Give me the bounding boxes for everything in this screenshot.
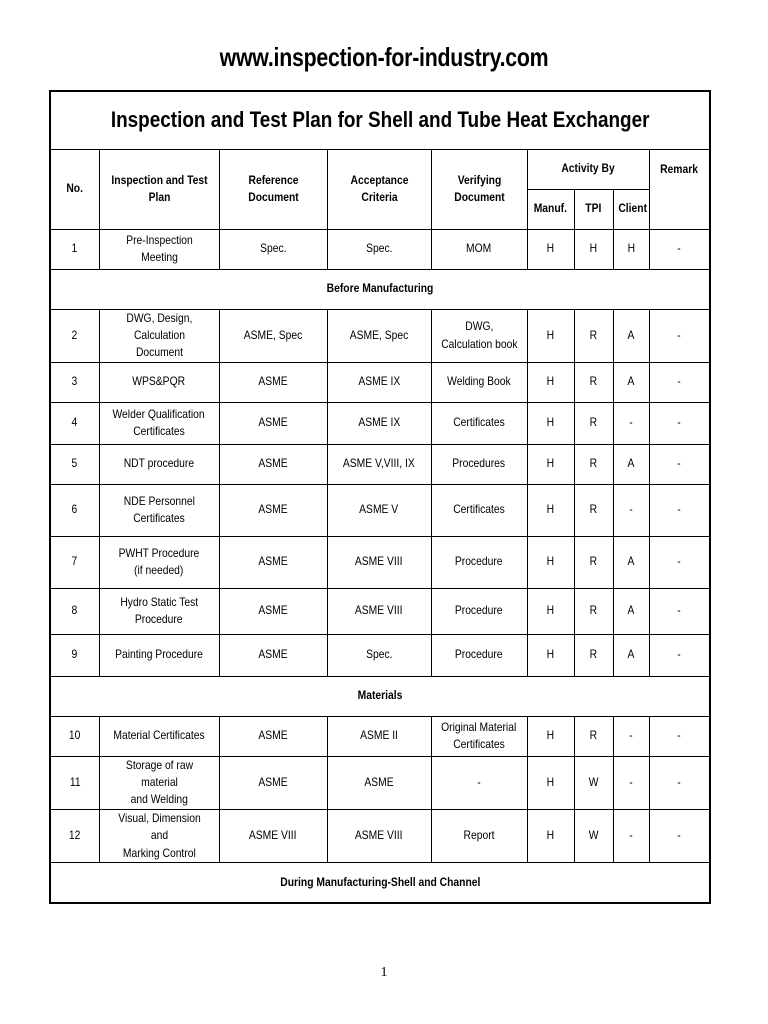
- cell-client: -: [613, 756, 649, 809]
- cell-plan-line: (if needed): [134, 563, 184, 578]
- table-row: [50, 309, 710, 362]
- col-header-no: No.: [50, 149, 99, 229]
- cell-tpi: R: [574, 588, 613, 634]
- cell-plan: [99, 809, 219, 862]
- table-row: [50, 484, 710, 536]
- cell-reference: ASME, Spec: [219, 309, 327, 362]
- section-title: Before Manufacturing: [50, 269, 710, 309]
- cell-client: H: [613, 229, 649, 269]
- cell-no: 10: [50, 716, 99, 756]
- cell-no: 2: [50, 309, 99, 362]
- cell-remark: -: [649, 536, 710, 588]
- cell-plan: [99, 716, 219, 756]
- table-row: [50, 716, 710, 756]
- cell-plan: [99, 444, 219, 484]
- cell-reference: ASME: [219, 716, 327, 756]
- cell-client: -: [613, 809, 649, 862]
- cell-reference: ASME: [219, 444, 327, 484]
- col-header-acceptance: Acceptance Criteria: [327, 149, 431, 229]
- table-title-row: [50, 91, 710, 149]
- cell-verifying-line: Procedure: [455, 647, 503, 662]
- cell-acceptance: ASME VIII: [327, 588, 431, 634]
- cell-verifying-line: MOM: [466, 241, 492, 256]
- cell-plan: [99, 634, 219, 676]
- cell-no: 11: [50, 756, 99, 809]
- cell-manuf: H: [527, 402, 574, 444]
- site-url-header: www.inspection-for-industry.com: [219, 42, 549, 72]
- cell-acceptance: ASME II: [327, 716, 431, 756]
- cell-tpi: R: [574, 634, 613, 676]
- cell-plan: [99, 229, 219, 269]
- section-row: [50, 863, 710, 903]
- cell-acceptance: ASME VIII: [327, 809, 431, 862]
- cell-tpi: R: [574, 536, 613, 588]
- col-header-reference: Reference Document: [219, 149, 327, 229]
- cell-remark: -: [649, 809, 710, 862]
- table-row: [50, 756, 710, 809]
- cell-client: A: [613, 444, 649, 484]
- cell-reference: ASME: [219, 756, 327, 809]
- page-number: 1: [380, 965, 388, 980]
- cell-verifying: [431, 444, 527, 484]
- section-title: Materials: [50, 676, 710, 716]
- cell-acceptance: ASME V,VIII, IX: [327, 444, 431, 484]
- cell-acceptance: ASME V: [327, 484, 431, 536]
- cell-plan-line: Pre-Inspection Meeting: [125, 232, 193, 264]
- cell-verifying: [431, 756, 527, 809]
- cell-no: 6: [50, 484, 99, 536]
- cell-plan-line: DWG, Design,: [126, 310, 192, 325]
- cell-remark: -: [649, 484, 710, 536]
- cell-plan: [99, 536, 219, 588]
- cell-manuf: H: [527, 444, 574, 484]
- cell-plan-line: Welder Qualification: [112, 406, 206, 421]
- cell-tpi: W: [574, 809, 613, 862]
- table-row: [50, 362, 710, 402]
- cell-manuf: H: [527, 588, 574, 634]
- cell-verifying: [431, 588, 527, 634]
- cell-plan-line: Painting Procedure: [115, 647, 203, 662]
- cell-verifying-line: DWG,: [464, 319, 494, 334]
- cell-plan-line: Certificates: [133, 424, 185, 439]
- cell-client: -: [613, 484, 649, 536]
- cell-verifying: [431, 362, 527, 402]
- cell-plan: [99, 484, 219, 536]
- col-header-remark: Remark: [649, 149, 710, 189]
- cell-no: 9: [50, 634, 99, 676]
- cell-client: -: [613, 402, 649, 444]
- cell-client: A: [613, 588, 649, 634]
- cell-verifying: [431, 309, 527, 362]
- cell-plan-line: Material Certificates: [113, 728, 205, 743]
- cell-verifying: [431, 402, 527, 444]
- cell-reference: ASME: [219, 536, 327, 588]
- table-row: [50, 809, 710, 862]
- cell-verifying: [431, 716, 527, 756]
- section-row: [50, 676, 710, 716]
- cell-verifying-line: Procedure: [455, 603, 503, 618]
- cell-manuf: H: [527, 362, 574, 402]
- cell-reference: ASME: [219, 484, 327, 536]
- header-row-1: [50, 149, 710, 189]
- cell-no: 4: [50, 402, 99, 444]
- table-row: [50, 588, 710, 634]
- cell-plan: [99, 756, 219, 809]
- cell-plan-line: Hydro Static Test: [120, 594, 198, 609]
- cell-remark: -: [649, 229, 710, 269]
- cell-verifying-line: -: [477, 775, 481, 790]
- cell-client: A: [613, 536, 649, 588]
- table-row: [50, 229, 710, 269]
- cell-plan: [99, 309, 219, 362]
- col-header-tpi: TPI: [574, 189, 613, 229]
- cell-plan-line: and Welding: [130, 792, 188, 807]
- cell-manuf: H: [527, 229, 574, 269]
- cell-verifying: [431, 484, 527, 536]
- cell-plan: [99, 402, 219, 444]
- table-row: [50, 402, 710, 444]
- cell-no: 3: [50, 362, 99, 402]
- cell-plan-line: NDE Personnel: [123, 493, 195, 508]
- cell-reference: ASME: [219, 402, 327, 444]
- cell-remark: -: [649, 402, 710, 444]
- cell-no: 8: [50, 588, 99, 634]
- cell-verifying-line: Certificates: [453, 415, 505, 430]
- cell-remark: -: [649, 309, 710, 362]
- cell-no: 12: [50, 809, 99, 862]
- table-row: [50, 634, 710, 676]
- cell-tpi: R: [574, 444, 613, 484]
- cell-manuf: H: [527, 484, 574, 536]
- cell-acceptance: ASME IX: [327, 362, 431, 402]
- cell-plan: [99, 588, 219, 634]
- cell-client: -: [613, 716, 649, 756]
- cell-remark: -: [649, 716, 710, 756]
- col-header-remark-blank: [649, 189, 710, 229]
- cell-plan-line: Storage of raw material: [125, 757, 193, 790]
- cell-tpi: R: [574, 484, 613, 536]
- cell-verifying-line: Calculation book: [440, 336, 518, 351]
- cell-verifying: [431, 809, 527, 862]
- cell-plan-line: WPS&PQR: [132, 374, 186, 389]
- cell-verifying-line: Report: [463, 828, 495, 843]
- cell-verifying-line: Procedure: [455, 554, 503, 569]
- cell-no: 1: [50, 229, 99, 269]
- cell-verifying: [431, 634, 527, 676]
- cell-manuf: H: [527, 756, 574, 809]
- cell-plan-line: Calculation Document: [133, 327, 185, 360]
- table-row: [50, 536, 710, 588]
- cell-verifying-line: Welding Book: [447, 374, 511, 389]
- cell-acceptance: Spec.: [327, 634, 431, 676]
- cell-remark: -: [649, 362, 710, 402]
- cell-plan-line: Visual, Dimension and: [117, 810, 201, 843]
- cell-plan-line: Procedure: [135, 612, 183, 627]
- itp-table: [49, 90, 711, 904]
- cell-tpi: H: [574, 229, 613, 269]
- cell-remark: -: [649, 634, 710, 676]
- table-row: [50, 444, 710, 484]
- cell-tpi: W: [574, 756, 613, 809]
- cell-reference: ASME: [219, 362, 327, 402]
- cell-client: A: [613, 309, 649, 362]
- cell-client: A: [613, 634, 649, 676]
- cell-reference: ASME: [219, 588, 327, 634]
- cell-acceptance: Spec.: [327, 229, 431, 269]
- table-title: Inspection and Test Plan for Shell and Tube Heat Exchanger: [50, 91, 710, 149]
- cell-acceptance: ASME IX: [327, 402, 431, 444]
- col-header-verifying: Verifying Document: [431, 149, 527, 229]
- cell-acceptance: ASME VIII: [327, 536, 431, 588]
- cell-remark: -: [649, 756, 710, 809]
- cell-acceptance: ASME: [327, 756, 431, 809]
- cell-manuf: H: [527, 536, 574, 588]
- section-title: During Manufacturing-Shell and Channel: [50, 863, 710, 903]
- cell-no: 5: [50, 444, 99, 484]
- cell-tpi: R: [574, 362, 613, 402]
- cell-reference: ASME VIII: [219, 809, 327, 862]
- cell-no: 7: [50, 536, 99, 588]
- cell-plan-line: Certificates: [133, 511, 185, 526]
- col-header-activity-by: Activity By: [527, 149, 649, 189]
- cell-remark: -: [649, 444, 710, 484]
- cell-reference: ASME: [219, 634, 327, 676]
- cell-verifying-line: Procedures: [452, 456, 506, 471]
- cell-manuf: H: [527, 809, 574, 862]
- cell-manuf: H: [527, 716, 574, 756]
- cell-verifying-line: Certificates: [453, 737, 505, 752]
- col-header-plan: Inspection and Test Plan: [99, 149, 219, 229]
- cell-plan: [99, 362, 219, 402]
- cell-reference: Spec.: [219, 229, 327, 269]
- cell-client: A: [613, 362, 649, 402]
- col-header-client: Client: [613, 189, 649, 229]
- cell-plan-line: NDT procedure: [123, 456, 195, 471]
- cell-verifying-line: Certificates: [453, 502, 505, 517]
- cell-tpi: R: [574, 309, 613, 362]
- section-row: [50, 269, 710, 309]
- cell-verifying-line: Original Material: [441, 719, 517, 734]
- cell-remark: -: [649, 588, 710, 634]
- cell-tpi: R: [574, 402, 613, 444]
- cell-tpi: R: [574, 716, 613, 756]
- cell-plan-line: PWHT Procedure: [118, 545, 200, 560]
- cell-manuf: H: [527, 309, 574, 362]
- col-header-manuf: Manuf.: [527, 189, 574, 229]
- cell-acceptance: ASME, Spec: [327, 309, 431, 362]
- cell-verifying: [431, 229, 527, 269]
- cell-plan-line: Marking Control: [122, 845, 196, 860]
- cell-verifying: [431, 536, 527, 588]
- cell-manuf: H: [527, 634, 574, 676]
